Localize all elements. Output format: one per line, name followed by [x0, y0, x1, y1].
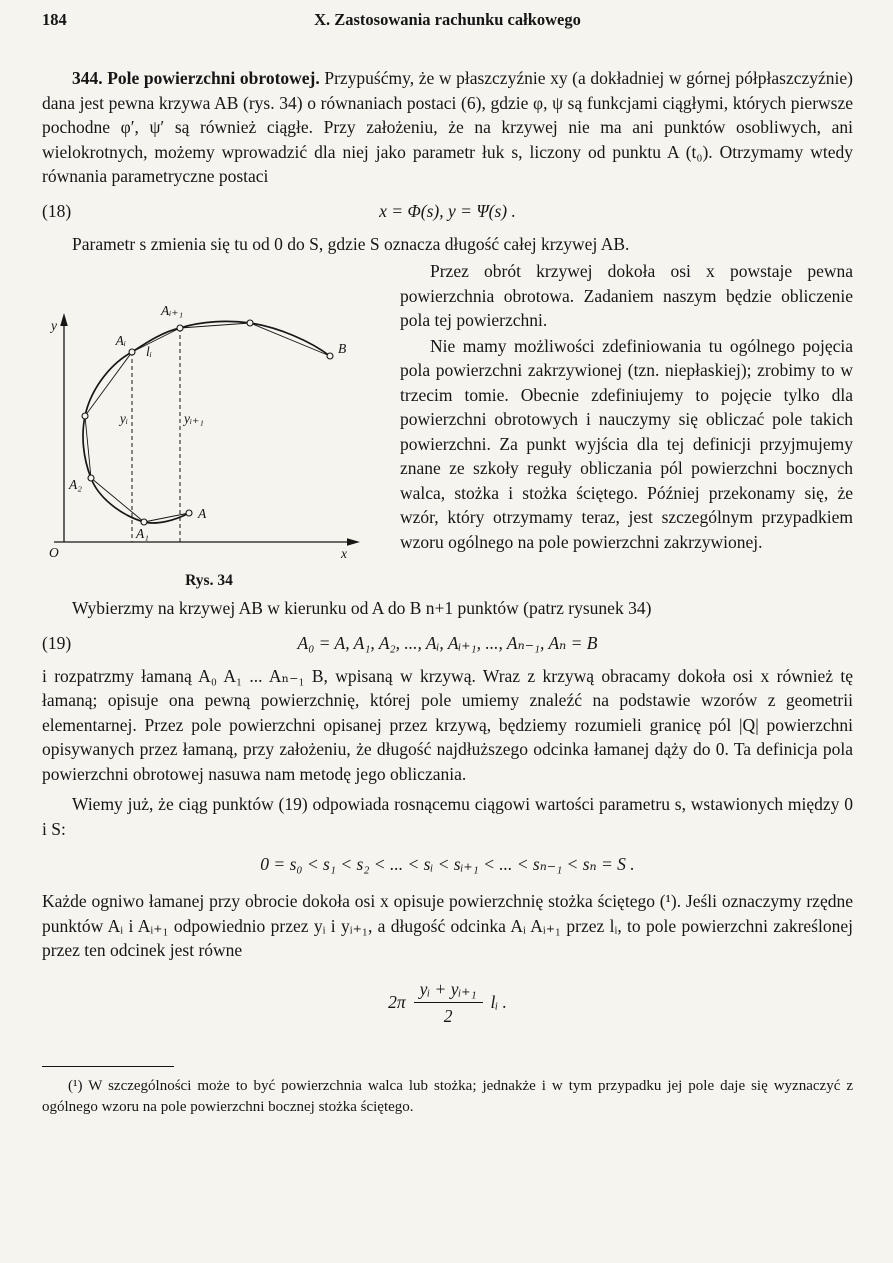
point-Ai1 [177, 325, 183, 331]
cone-area-formula [42, 979, 853, 1026]
point-A2 [88, 475, 94, 481]
li-label: lᵢ [146, 344, 152, 359]
y-axis-label: y [51, 318, 57, 333]
footnote-paragraph [42, 1076, 853, 1118]
formula-denominator: 2 [443, 1005, 453, 1026]
footnote [42, 1066, 853, 1118]
wiemy-paragraph: Wiemy już, że ciąg punktów (19) odpowiada rosnącemu ciągowi wartości parametru s, wstawionych między 0 i S: [42, 794, 853, 839]
figure-labels [49, 303, 347, 561]
equation-18-body: x = Φ(s), y = Ψ(s) . [379, 200, 516, 221]
point-B [327, 353, 333, 359]
param-s-paragraph: Parametr s zmienia się tu od 0 do S, gdzie S oznacza długość całej krzywej AB. [72, 233, 630, 254]
y-axis-arrow [60, 313, 68, 326]
point-Ai [129, 349, 135, 355]
equation-19-body: A₀ = A, A₁, A₂, ..., Aᵢ, Aᵢ₊₁, ..., Aₙ₋₁, Aₙ = B [297, 632, 598, 653]
A1-label: A₁ [136, 526, 149, 541]
definicja-paragraph: Nie mamy możliwości zdefiniowania tu ogólnego pojęcia pola powierzchni zakrzywionej (tzn. niepłaskiej); zrobimy to w trzecim tomie. Obecnie zdefiniujemy to pojęcie tylko dla powierzchni obrotowych i nauczymy się obliczać pole takich powierzchni. Za punkt wyjścia dla tej definicji przyjmujemy znane ze szkoły reguły obliczania pól powierzchni bocznych walca, stożka i stożka ściętego. Później przekonamy się, że wzór, który otrzymamy teraz, jest szczególnym przypadkiem wzoru ogólnego na pole powierzchni zakrzywionej. [400, 335, 853, 552]
obrot-paragraph: Przez obrót krzywej dokoła osi x powstaje pewna powierzchnia obrotowa. Zadaniem naszym będzie obliczenie pola tej powierzchni. [400, 261, 853, 330]
equation-18-number: (18) [42, 200, 72, 221]
figure-canvas [42, 299, 376, 561]
intro-text: Przypuśćmy, że w płaszczyźnie xy (a dokładniej w górnej półpłaszczyźnie) dana jest pewna krzywa AB (rys. 34) o równaniach postaci (6), gdzie φ, ψ są funkcjami ciągłymi, których pierwsze pochodne φ′, ψ′ są również ciągłe. Przy założeniu, że na krzywej nie ma ani punktów osobliwych, ani wielokrotnych, możemy wprowadzić dla niej jako parametr łuk s, liczony od punktu A (t₀). Otrzymamy wtedy równania parametryczne postaci [42, 68, 853, 186]
Ai1-label: Aᵢ₊₁ [161, 303, 184, 318]
footnote-text: W szczególności może to być powierzchnia walca lub stożka; jednakże i w tym przypadku jej pole daje się wyznaczyć z ogólnego wzoru na pole powierzchni bocznej stożka ściętego. [42, 1077, 853, 1115]
figure-rys-34 [42, 259, 376, 590]
equation-19-number: (19) [42, 632, 72, 653]
A2-label: A₂ [69, 477, 82, 492]
origin-label: O [49, 545, 59, 560]
page-number: 184 [42, 10, 67, 29]
lamana-paragraph: i rozpatrzmy łamaną A₀ A₁ ... Aₙ₋₁ B, wpisaną w krzywą. Wraz z krzywą obracamy dokoła osi x również tę łamaną; opisuje ona pewną powierzchnię, której pole umiemy znaleźć na podstawie wzorów z geometrii elementarnej. Przez pole powierzchni opisanej przez krzywą, będziemy rozumieli granicę pól |Q| powierzchni opisywanych przez łamaną, przy założeniu, że długość najdłuższego odcinka łamanej dąży do 0. Ta definicja pola powierzchni obrotowej nasuwa nam metodę jego obliczania. [42, 665, 853, 784]
point-A [186, 510, 192, 516]
equation-19 [42, 630, 853, 656]
footnote-rule [42, 1066, 174, 1067]
point-A1 [141, 519, 147, 525]
equation-18 [42, 198, 853, 224]
footnote-marker: (¹) [68, 1077, 89, 1094]
figure-and-text-row [42, 259, 853, 590]
ordinate-dashed-lines [132, 328, 180, 542]
figure-caption: Rys. 34 [185, 572, 233, 589]
x-axis-label: x [341, 546, 347, 561]
formula-suffix: lᵢ . [490, 992, 507, 1013]
formula-fraction [414, 979, 483, 1026]
kazde-paragraph: Każde ogniwo łamanej przy obrocie dokoła osi x opisuje powierzchnię stożka ściętego (¹). Jeśli oznaczymy rzędne punktów Aᵢ i Aᵢ₊₁ odpowiednio przez yᵢ i yᵢ₊₁, a długość odcinka Aᵢ Aᵢ₊₁ przez lᵢ, to pole powierzchni zakreślonej przez ten odcinek jest równe [42, 891, 853, 960]
A-label: A [198, 506, 207, 521]
yi-label: yᵢ [119, 411, 128, 426]
B-label: B [338, 341, 347, 356]
page-header [42, 10, 853, 30]
right-text-column [400, 259, 853, 590]
formula-prefix: 2π [388, 992, 406, 1013]
wybierzmy-paragraph: Wybierzmy na krzywej AB w kierunku od A do B n+1 punktów (patrz rysunek 34) [72, 598, 652, 618]
s-sequence-equation: 0 = s₀ < s₁ < s₂ < ... < sᵢ < sᵢ₊₁ < ... < sₙ₋₁ < sₙ = S . [260, 854, 635, 874]
formula-numerator: yᵢ + yᵢ₊₁ [414, 979, 483, 1003]
running-head: X. Zastosowania rachunku całkowego [314, 10, 581, 29]
point-mid-left [82, 413, 88, 419]
x-axis-arrow [347, 538, 360, 546]
section-heading: 344. Pole powierzchni obrotowej. [72, 68, 320, 88]
point-top [247, 320, 253, 326]
intro-paragraph [42, 66, 853, 189]
yi1-label: yᵢ₊₁ [184, 411, 204, 426]
Ai-label: Aᵢ [115, 333, 126, 348]
